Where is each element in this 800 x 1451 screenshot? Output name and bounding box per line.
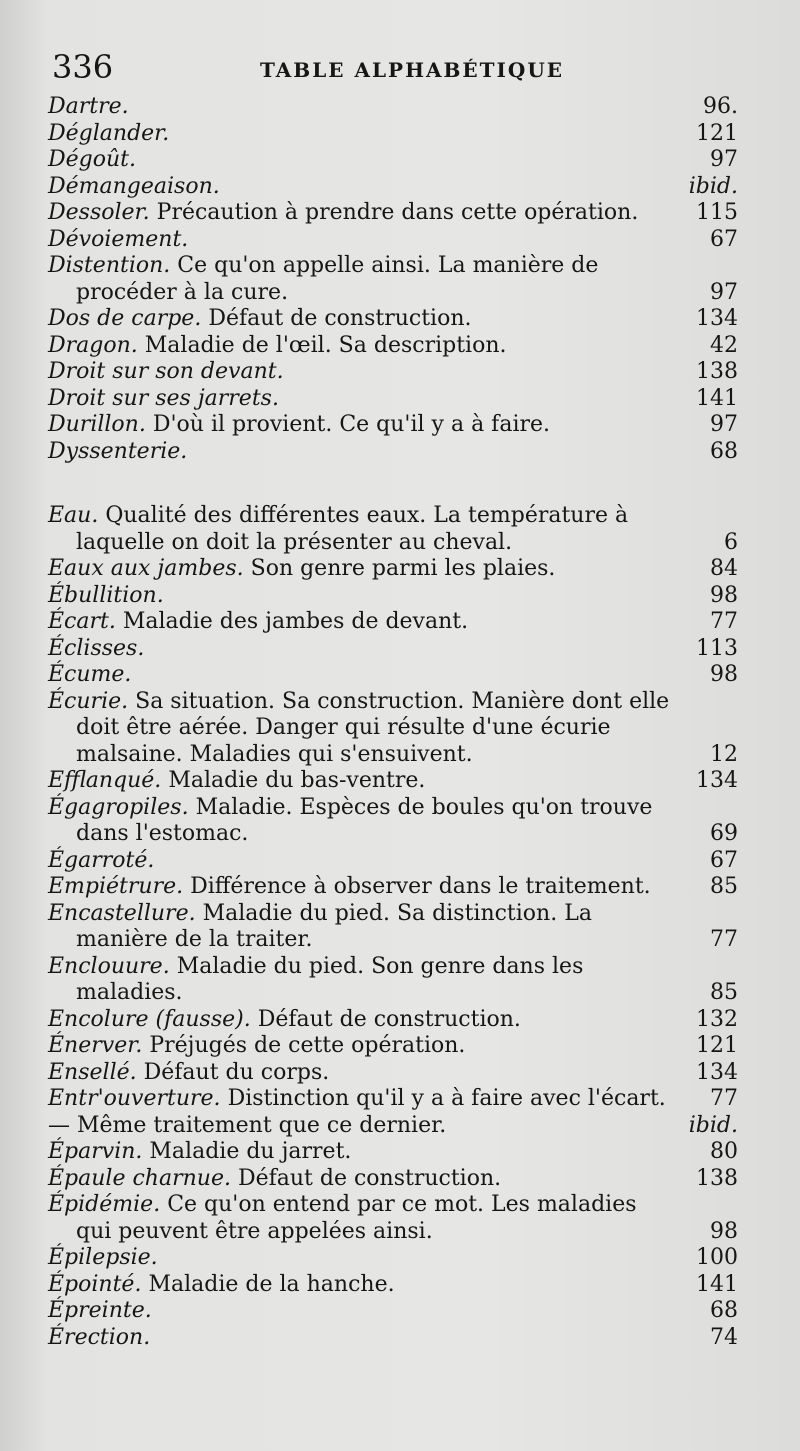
entry-description: Maladie des jambes de devant. <box>122 609 469 634</box>
entry-page-ref: 97 <box>710 279 738 305</box>
entry-description: Ce qu'on appelle ainsi. La manière de procéder à la cure. <box>76 253 599 305</box>
entry-term: Encolure (fausse). <box>48 1006 251 1032</box>
index-entry <box>48 583 738 610</box>
entry-page-ref: 121 <box>696 1033 738 1058</box>
index-entry <box>48 386 738 413</box>
entry-description: Distinction qu'il y a à faire avec l'écart. <box>227 1086 666 1111</box>
entry-term: Énerver. <box>48 1033 143 1058</box>
entry-page-ref: 97 <box>710 412 738 437</box>
index-entry <box>48 1245 738 1272</box>
index-entry <box>48 333 738 360</box>
section-gap <box>48 465 738 503</box>
entry-description: — Même traitement que ce dernier. <box>48 1112 447 1138</box>
entry-term: Dartre. <box>48 94 129 119</box>
index-entry <box>48 1060 738 1087</box>
index-entry <box>48 1166 738 1193</box>
entry-term: Écart. <box>48 609 116 634</box>
entry-description: Maladie du pied. Sa distinction. La manière de la traiter. <box>76 900 592 952</box>
entry-page-ref: 85 <box>710 874 738 899</box>
index-entry <box>48 954 738 1007</box>
index-entry <box>48 227 738 254</box>
entry-description: Maladie. Espèces de boules qu'on trouve dans l'estomac. <box>76 794 653 846</box>
entry-term: Eau. <box>48 503 99 528</box>
entry-description: Défaut de construction. <box>208 306 472 331</box>
index-entry <box>48 636 738 663</box>
entry-term: Dyssenterie. <box>48 438 188 464</box>
index-entry <box>48 1298 738 1325</box>
entry-page-ref: 100 <box>696 1245 738 1270</box>
index-entry <box>48 439 738 466</box>
entry-term: Dévoiement. <box>48 226 189 252</box>
index-entry <box>48 1007 738 1034</box>
entry-page-ref: 121 <box>696 120 738 146</box>
entry-term: Écurie. <box>48 688 129 714</box>
index-entry <box>48 795 738 848</box>
entry-description: Sa situation. Sa construction. Manière dont elle doit être aérée. Danger qui résulte d'une écurie malsaine. Maladies qui s'ensuivent. <box>76 688 670 767</box>
index-entry <box>48 253 738 306</box>
index-entry <box>48 94 738 121</box>
index-entry <box>48 768 738 795</box>
entry-description: Précaution à prendre dans cette opération. <box>156 200 639 225</box>
entry-term: Ensellé. <box>48 1059 137 1085</box>
entry-description: Qualité des différentes eaux. La température à laquelle on doit la présenter au cheval. <box>76 503 629 555</box>
entry-term: Épilepsie. <box>48 1245 158 1270</box>
entry-description: Maladie de l'œil. Sa description. <box>144 332 507 358</box>
entry-term: Épreinte. <box>48 1298 152 1323</box>
entry-page-ref: 12 <box>710 741 738 767</box>
entry-term: Éparvin. <box>48 1139 143 1164</box>
entry-term: Épidémie. <box>48 1192 161 1217</box>
index-entry <box>48 1272 738 1299</box>
entry-page-ref: 68 <box>710 1298 738 1323</box>
entry-page-ref: 85 <box>710 980 738 1005</box>
entry-term: Dragon. <box>48 332 138 358</box>
index-entry <box>48 874 738 901</box>
entry-page-ref: 98 <box>710 662 738 687</box>
entry-term: Eaux aux jambes. <box>48 556 244 581</box>
entry-description: Maladie du bas-ventre. <box>168 768 426 793</box>
index-entry <box>48 556 738 583</box>
entry-term: Égarroté. <box>48 847 155 873</box>
entry-page-ref: 74 <box>710 1324 738 1350</box>
page-header <box>52 48 752 88</box>
index-entry <box>48 1113 738 1140</box>
entry-term: Encastellure. <box>48 900 196 926</box>
entry-description: Différence à observer dans le traitement. <box>190 874 651 899</box>
index-entry <box>48 200 738 227</box>
index-entry <box>48 1325 738 1352</box>
entry-term: Droit sur ses jarrets. <box>48 385 279 411</box>
index-entry <box>48 848 738 875</box>
entry-page-ref: 98 <box>710 1218 738 1244</box>
index-entry <box>48 609 738 636</box>
entry-term: Épaule charnue. <box>48 1165 231 1191</box>
index-entry <box>48 662 738 689</box>
entry-term: Écume. <box>48 662 132 687</box>
entry-page-ref: 6 <box>724 529 738 555</box>
entry-page-ref: 134 <box>696 1059 738 1085</box>
entry-page-ref: ibid. <box>688 1112 738 1138</box>
entry-term: Efflanqué. <box>48 768 162 793</box>
entry-page-ref: 132 <box>696 1006 738 1032</box>
entry-term: Empiétrure. <box>48 874 184 899</box>
index-entry <box>48 359 738 386</box>
entry-page-ref: 97 <box>710 147 738 172</box>
entry-page-ref: 138 <box>696 1165 738 1191</box>
running-title: TABLE ALPHABÉTIQUE <box>260 58 565 82</box>
entry-term: Épointé. <box>48 1271 142 1297</box>
index-entry <box>48 306 738 333</box>
entry-term: Éclisses. <box>48 635 145 661</box>
entry-term: Déglander. <box>48 120 170 146</box>
entry-page-ref: 138 <box>696 359 738 384</box>
index-entry <box>48 901 738 954</box>
entry-page-ref: 134 <box>696 768 738 793</box>
entry-page-ref: 98 <box>710 582 738 608</box>
entry-page-ref: 80 <box>710 1139 738 1164</box>
entry-term: Entr'ouverture. <box>48 1086 221 1111</box>
entry-page-ref: 68 <box>710 438 738 464</box>
entry-term: Dos de carpe. <box>48 306 202 331</box>
entry-description: Défaut de construction. <box>237 1165 502 1191</box>
entry-term: Ébullition. <box>48 582 164 608</box>
index-entry <box>48 147 738 174</box>
entry-description: Défaut du corps. <box>143 1059 330 1085</box>
entry-term: Dégoût. <box>48 147 136 172</box>
index-entry <box>48 1086 738 1113</box>
entry-term: Égagropiles. <box>48 794 189 820</box>
entry-page-ref: 67 <box>710 847 738 873</box>
entry-description: Son genre parmi les plaies. <box>250 556 556 581</box>
page-number: 336 <box>52 48 114 86</box>
entry-term: Durillon. <box>48 412 146 437</box>
entry-description: Maladie du jarret. <box>149 1139 352 1164</box>
entry-term: Démangeaison. <box>48 173 220 199</box>
entry-page-ref: 96. <box>703 94 738 119</box>
entry-description: D'où il provient. Ce qu'il y a à faire. <box>152 412 551 437</box>
entry-description: Maladie du pied. Son genre dans les maladies. <box>76 953 584 1005</box>
entry-page-ref: 69 <box>710 821 738 846</box>
entry-page-ref: 77 <box>710 1086 738 1111</box>
index-entry <box>48 1033 738 1060</box>
index-entry <box>48 503 738 556</box>
entry-page-ref: 42 <box>710 332 738 358</box>
entry-page-ref: 115 <box>696 200 738 225</box>
entry-page-ref: 141 <box>696 385 738 411</box>
entry-page-ref: 113 <box>696 635 738 661</box>
index-entry <box>48 689 738 769</box>
entry-page-ref: ibid. <box>688 173 738 199</box>
entry-term: Érection. <box>48 1324 151 1350</box>
entry-page-ref: 77 <box>710 927 738 952</box>
entry-page-ref: 134 <box>696 306 738 331</box>
index-entry <box>48 121 738 148</box>
index-entry <box>48 174 738 201</box>
entry-term: Enclouure. <box>48 953 170 979</box>
entry-description: Maladie de la hanche. <box>148 1271 395 1297</box>
entry-page-ref: 77 <box>710 609 738 634</box>
index-entry <box>48 1139 738 1166</box>
index-entry <box>48 1192 738 1245</box>
entry-term: Dessoler. <box>48 200 150 225</box>
entry-description: Ce qu'on entend par ce mot. Les maladies qui peuvent être appelées ainsi. <box>76 1192 637 1244</box>
entry-term: Distention. <box>48 253 171 278</box>
index-entry <box>48 412 738 439</box>
entry-page-ref: 84 <box>710 556 738 581</box>
entry-description: Défaut de construction. <box>257 1006 521 1032</box>
entry-page-ref: 67 <box>710 226 738 252</box>
entry-description: Préjugés de cette opération. <box>149 1033 466 1058</box>
entry-page-ref: 141 <box>696 1271 738 1297</box>
index-body <box>48 94 738 1351</box>
entry-term: Droit sur son devant. <box>48 359 284 384</box>
